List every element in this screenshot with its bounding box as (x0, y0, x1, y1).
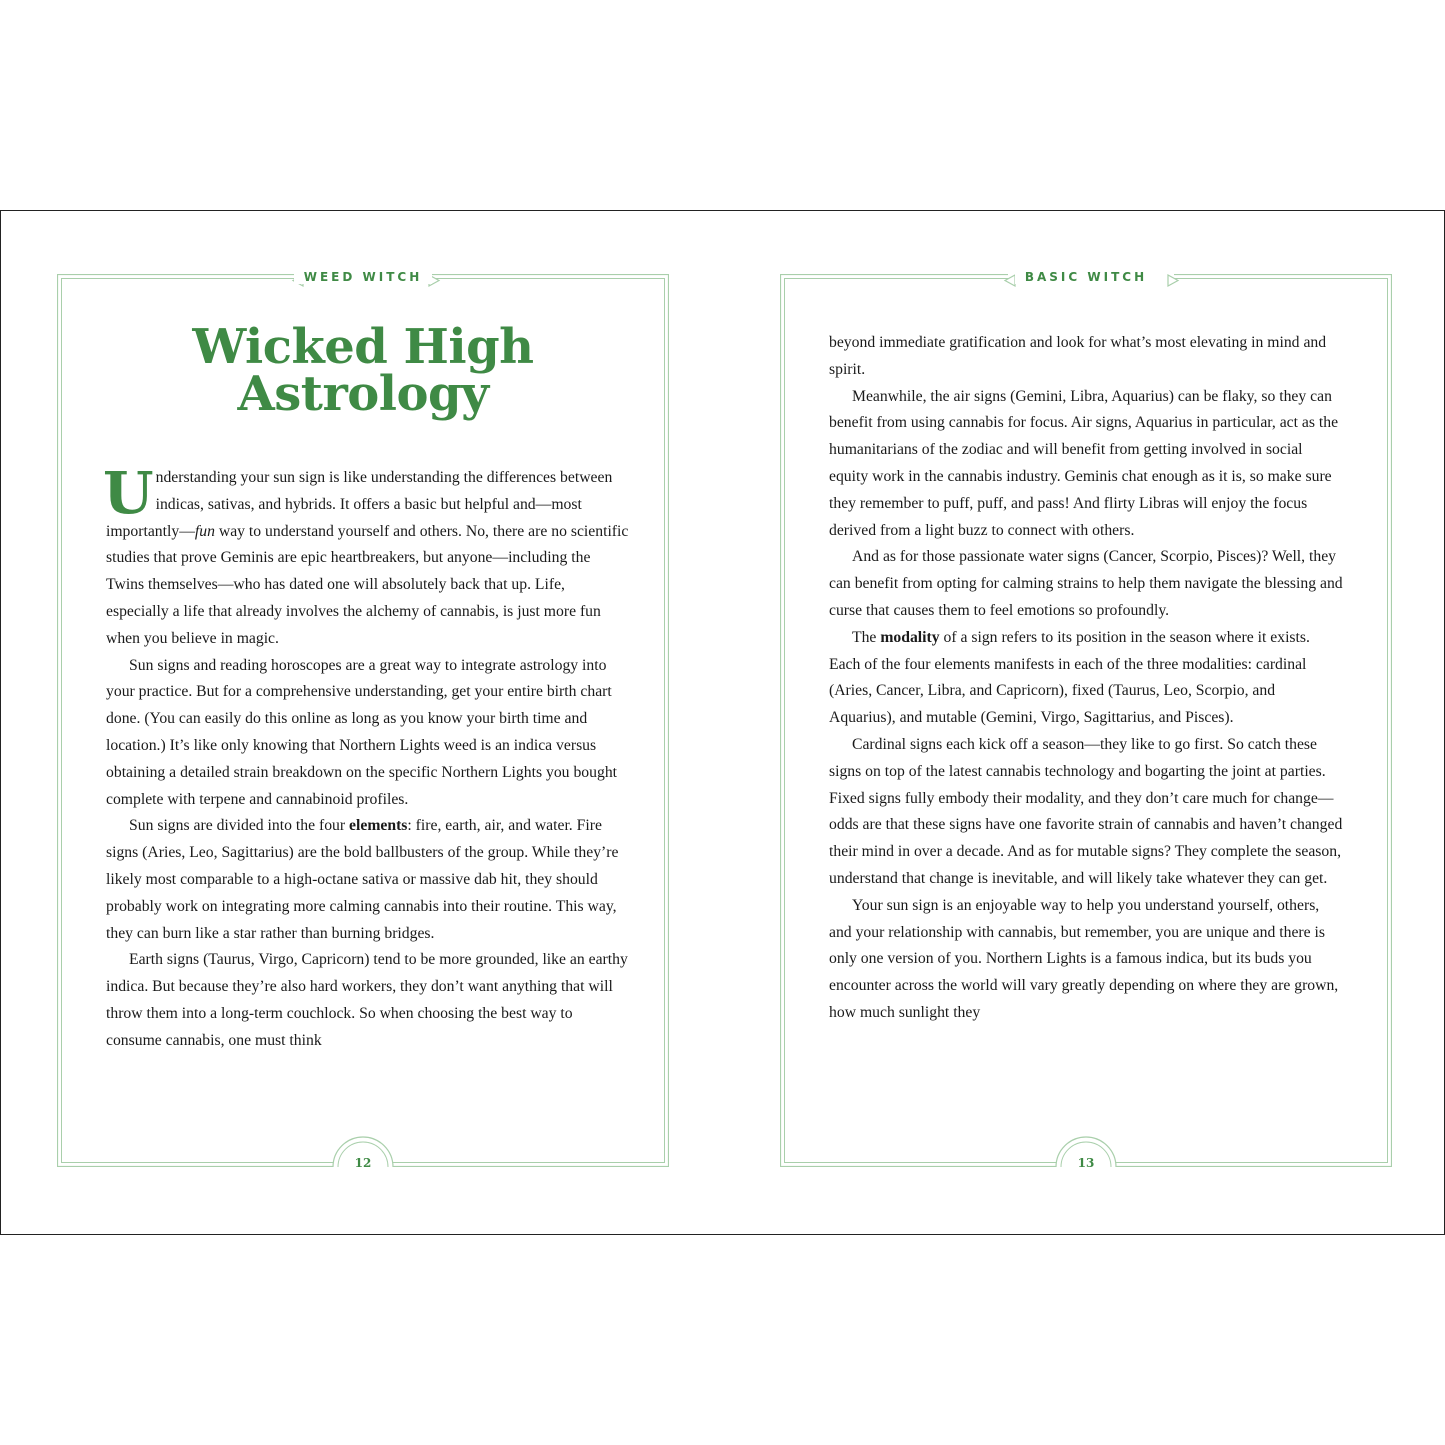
running-head-text: BASIC WITCH (1015, 270, 1157, 284)
paragraph (106, 813, 631, 947)
page-number: 13 (1077, 1156, 1095, 1170)
paragraph-text: Sun signs are divided into the four (129, 817, 350, 835)
paragraph-text: of a sign refers to its position in the season where it exists. Each of the four elements manifests in each of the three modalities: cardinal (Aries, Cancer, Libra, and Capricorn), fixed (Taurus, Leo, Scorpio, and Aquarius), and mutable (Gemini, Virgo, Sagittarius, and Pisces). (829, 628, 1310, 727)
chapter-title (57, 319, 669, 422)
left-page (57, 270, 669, 1170)
bold-term: elements (349, 817, 408, 835)
title-line-1: Wicked High (192, 319, 534, 375)
running-head (780, 269, 1392, 285)
paragraph (103, 459, 631, 653)
body-text (829, 330, 1344, 1027)
paragraph: beyond immediate gratification and look for what’s most elevating in mind and spirit. (829, 334, 1327, 378)
paragraph: Meanwhile, the air signs (Gemini, Libra, Aquarius) can be flaky, so they can benefit from using cannabis for focus. Air signs, Aquarius in particular, act as the humanitarians of the zodiac and will benefit from getting involved in social equity work in the cannabis industry. Geminis chat enough as it is, so make sure they remember to puff, puff, and pass! And flirty Libras will enjoy the focus derived from a light buzz to connect with others. (829, 387, 1339, 539)
right-page (780, 270, 1392, 1170)
paragraph: Earth signs (Taurus, Virgo, Capricorn) tend to be more grounded, like an earthy indica. But because they’re also hard workers, they don’t want anything that will throw them into a long-term couchlock. So when choosing the best way to consume cannabis, one must think (106, 951, 628, 1049)
paragraph: Cardinal signs each kick off a season—they like to go first. So catch these signs on top of the latest cannabis technology and bogarting the joint at parties. Fixed signs fully embody their modality, and they don’t care much for change—odds are that these signs have one favorite strain of cannabis and haven’t changed their mind in over a decade. And as for mutable signs? They complete the season, understand that change is inevitable, and will likely take whatever they can get. (829, 735, 1343, 887)
running-head (57, 269, 669, 285)
body-text (103, 459, 631, 1055)
bold-term: modality (880, 628, 940, 646)
book-spread (0, 210, 1445, 1235)
paragraph-text: nderstanding your sun sign is like understanding the differences between indicas, sativas, and hybrids. It offers a basic but helpful and—most importantly— (106, 469, 613, 540)
paragraph: Your sun sign is an enjoyable way to help you understand yourself, others, and your relationship with cannabis, but remember, you are unique and there is only one version of you. Northern Lights is a famous indica, but its buds you encounter across the world will vary greatly depending on where they are grown, how much sunlight they (829, 896, 1339, 1021)
paragraph-text: : fire, earth, air, and water. Fire signs (Aries, Leo, Sagittarius) are the bold ballbusters of the group. While they’re likely most comparable to a high-octane sativa or massive dab hit, they should probably work on integrating more calming cannabis into their routine. This way, they can burn like a star rather than burning bridges. (106, 817, 619, 942)
paragraph (829, 625, 1344, 732)
running-head-text: WEED WITCH (294, 270, 433, 284)
paragraph: And as for those passionate water signs (Cancer, Scorpio, Pisces)? Well, they can benefit from opting for calming strains to help them navigate the blessing and curse that causes them to feel emotions so profoundly. (829, 548, 1343, 619)
drop-cap: U (103, 459, 154, 527)
paragraph-text: way to understand yourself and others. No, there are no scientific studies that prove Geminis are epic heartbreakers, but anyone—including the Twins themselves—who has dated one will absolutely back that up. Life, especially a life that already involves the alchemy of cannabis, is just more fun when you believe in magic. (106, 522, 629, 647)
emphasis-text: fun (194, 522, 215, 540)
title-line-2: Astrology (237, 366, 489, 422)
page-number: 12 (354, 1156, 372, 1170)
paragraph: Sun signs and reading horoscopes are a great way to integrate astrology into your practice. But for a comprehensive understanding, get your entire birth chart done. (You can easily do this online as long as you know your birth time and location.) It’s like only knowing that Northern Lights weed is an indica versus obtaining a detailed strain breakdown on the specific Northern Lights you bought complete with terpene and cannabinoid profiles. (106, 656, 618, 808)
paragraph-text: The (852, 628, 881, 646)
